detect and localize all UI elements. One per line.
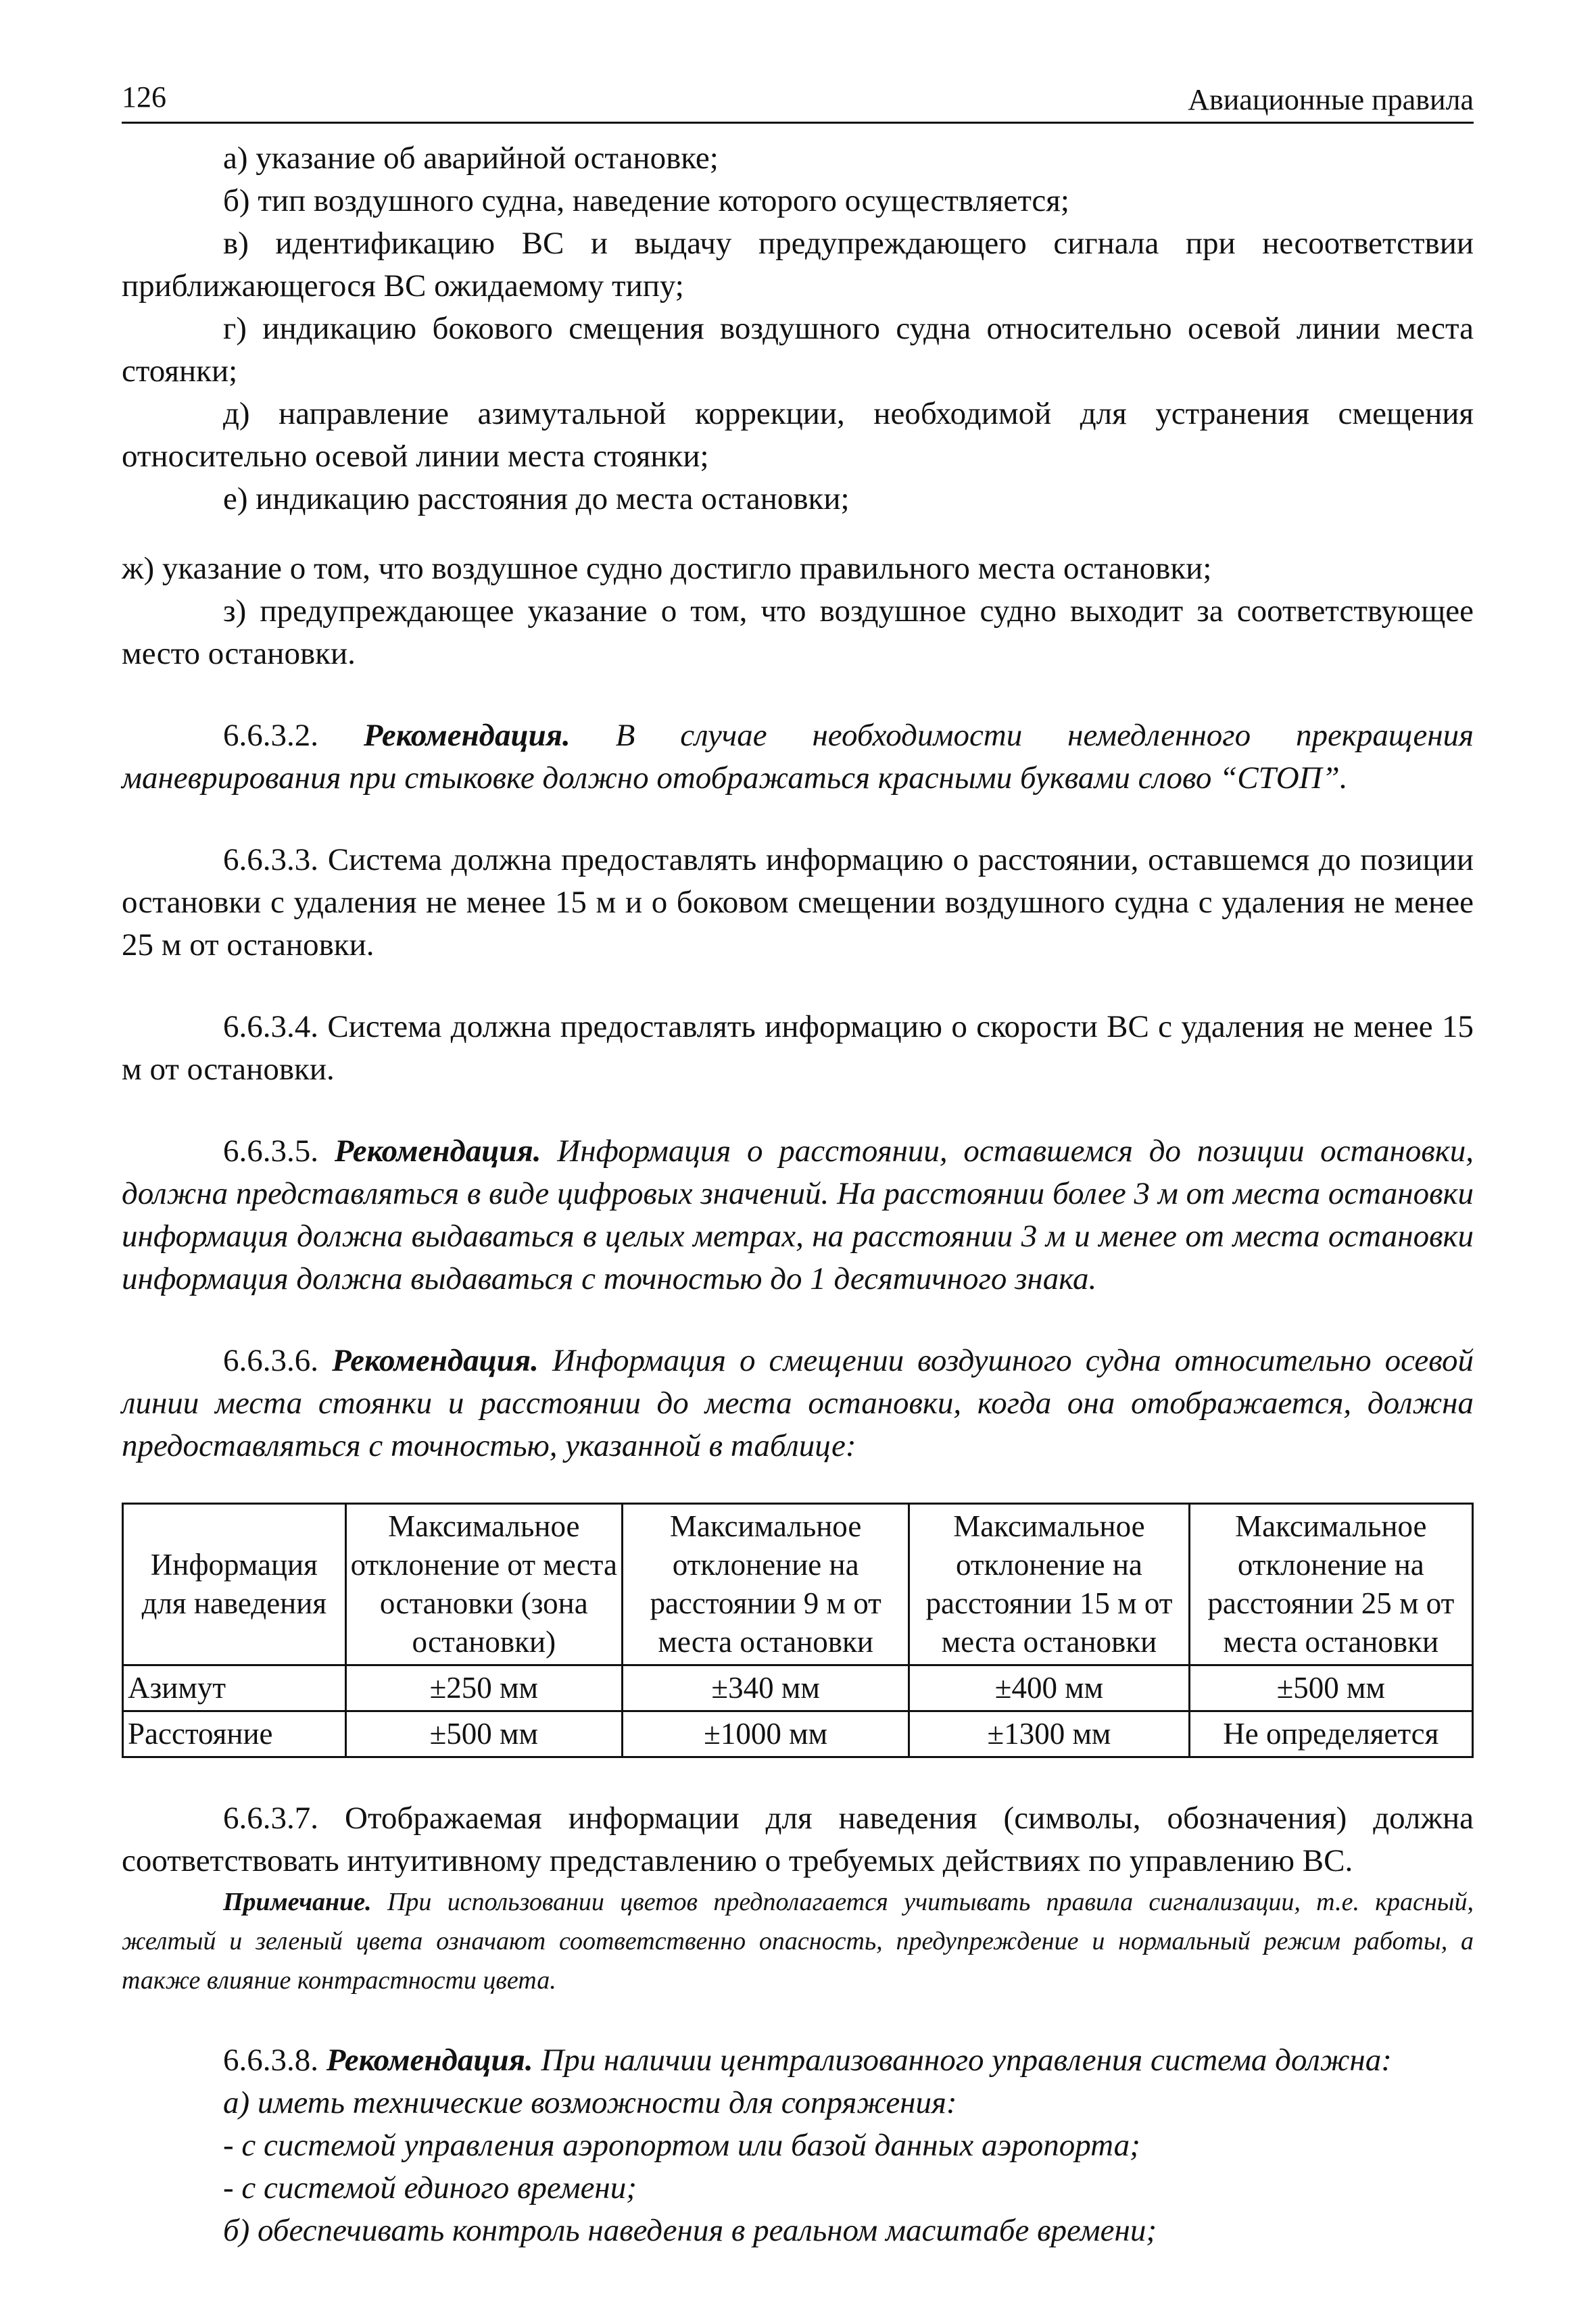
paragraph-text: Информация о расстоянии, оставшемся до позиции остановки, должна представляться в виде цифровых значений. На расстоянии более 3 м от места остановки информация должна выдаваться в целых метрах, на расстоянии 3 м и менее от места остановки информация должна выдаваться с точностью до 1 десятичного знака. bbox=[122, 1134, 1474, 1296]
paragraph-text: В случае необходимости немедленного прекращения маневрирования при стыковке должно отображаться красными буквами слово “СТОП”. bbox=[122, 718, 1474, 796]
table-header-cell: Максимальное отклонение на расстоянии 15 м от места остановки bbox=[909, 1504, 1189, 1665]
table-header-cell: Максимальное отклонение на расстоянии 25 м от места остановки bbox=[1189, 1504, 1472, 1665]
table-cell: ±500 мм bbox=[345, 1711, 622, 1757]
note bbox=[122, 1882, 1474, 2000]
table-cell: Не определяется bbox=[1189, 1711, 1472, 1757]
paragraph-6-6-3-7: 6.6.3.7. Отображаемая информации для наведения (символы, обозначения) должна соответствовать интуитивному представлению о требуемых действиях по управлению ВС. bbox=[122, 1801, 1474, 1878]
accuracy-table bbox=[122, 1503, 1474, 1758]
table-header-row bbox=[123, 1504, 1473, 1665]
list-item: в) идентификацию ВС и выдачу предупреждающего сигнала при несоответствии приближающегося ВС ожидаемому типу; bbox=[122, 226, 1474, 303]
recommendation-label: Рекомендация. bbox=[332, 1343, 539, 1378]
note-label: Примечание. bbox=[223, 1888, 372, 1916]
paragraph-6-6-3-6 bbox=[122, 1340, 1474, 1467]
section-number: 6.6.3.8. bbox=[223, 2043, 318, 2078]
list-item: г) индикацию бокового смещения воздушного судна относительно осевой линии места стоянки; bbox=[122, 311, 1474, 389]
table-cell: ±400 мм bbox=[909, 1665, 1189, 1711]
table-row bbox=[123, 1665, 1473, 1711]
table-cell: Азимут bbox=[123, 1665, 346, 1711]
paragraph-6-6-3-2 bbox=[122, 714, 1474, 800]
list-item: а) иметь технические возможности для сопряжения: bbox=[223, 2085, 957, 2120]
note-text: При использовании цветов предполагается учитывать правила сигнализации, т.е. красный, желтый и зеленый цвета означают соответственно опасность, предупреждение и нормальный режим работы, а также влияние контрастности цвета. bbox=[122, 1888, 1474, 1995]
table-cell: ±1000 мм bbox=[622, 1711, 909, 1757]
list-item: - с системой управления аэропортом или базой данных аэропорта; bbox=[223, 2128, 1140, 2163]
paragraph-text: Информация о смещении воздушного судна относительно осевой линии места стоянки и расстоянии до места остановки, когда она отображается, должна предоставляться с точностью, указанной в таблице: bbox=[122, 1343, 1474, 1463]
list-item: ж) указание о том, что воздушное судно достигло правильного места остановки; bbox=[122, 551, 1212, 586]
table-cell: ±1300 мм bbox=[909, 1711, 1189, 1757]
paragraph-6-6-3-5 bbox=[122, 1130, 1474, 1300]
list-item: з) предупреждающее указание о том, что воздушное судно выходит за соответствующее место остановки. bbox=[122, 593, 1474, 671]
recommendation-label: Рекомендация. bbox=[334, 1134, 541, 1169]
section-number: 6.6.3.2. bbox=[223, 718, 318, 753]
list-item: - с системой единого времени; bbox=[223, 2170, 637, 2206]
paragraph-6-6-3-4: 6.6.3.4. Система должна предоставлять информацию о скорости ВС с удаления не менее 15 м от остановки. bbox=[122, 1009, 1474, 1087]
list-item: д) направление азимутальной коррекции, необходимой для устранения смещения относительно осевой линии места стоянки; bbox=[122, 396, 1474, 474]
list-item: б) обеспечивать контроль наведения в реальном масштабе времени; bbox=[223, 2213, 1157, 2248]
table-cell: Расстояние bbox=[123, 1711, 346, 1757]
table-header-cell: Максимальное отклонение на расстоянии 9 м от места остановки bbox=[622, 1504, 909, 1665]
section-number: 6.6.3.5. bbox=[223, 1134, 318, 1169]
list-item: а) указание об аварийной остановке; bbox=[223, 141, 719, 176]
paragraph-6-6-3-8 bbox=[122, 2039, 1474, 2082]
list-item: б) тип воздушного судна, наведение которого осуществляется; bbox=[223, 183, 1069, 218]
table-cell: ±500 мм bbox=[1189, 1665, 1472, 1711]
recommendation-label: Рекомендация. bbox=[326, 2043, 533, 2078]
page-body bbox=[122, 137, 1474, 2252]
paragraph-6-6-3-3: 6.6.3.3. Система должна предоставлять информацию о расстоянии, оставшемся до позиции остановки с удаления не менее 15 м и о боковом смещении воздушного судна с удаления не менее 25 м от остановки. bbox=[122, 842, 1474, 962]
page-header bbox=[122, 68, 1474, 124]
section-number: 6.6.3.6. bbox=[223, 1343, 318, 1378]
recommendation-label: Рекомендация. bbox=[363, 718, 571, 753]
table-cell: ±340 мм bbox=[622, 1665, 909, 1711]
running-title: Авиационные правила bbox=[1188, 83, 1474, 116]
table-header-cell: Информация для наведения bbox=[123, 1504, 346, 1665]
table-row bbox=[123, 1711, 1473, 1757]
paragraph-text: При наличии централизованного управления система должна: bbox=[541, 2043, 1392, 2078]
table-header-cell: Максимальное отклонение от места остановки (зона остановки) bbox=[345, 1504, 622, 1665]
page-number: 126 bbox=[122, 80, 166, 114]
table-cell: ±250 мм bbox=[345, 1665, 622, 1711]
document-page bbox=[122, 68, 1474, 2252]
list-item: е) индикацию расстояния до места остановки; bbox=[223, 481, 850, 516]
